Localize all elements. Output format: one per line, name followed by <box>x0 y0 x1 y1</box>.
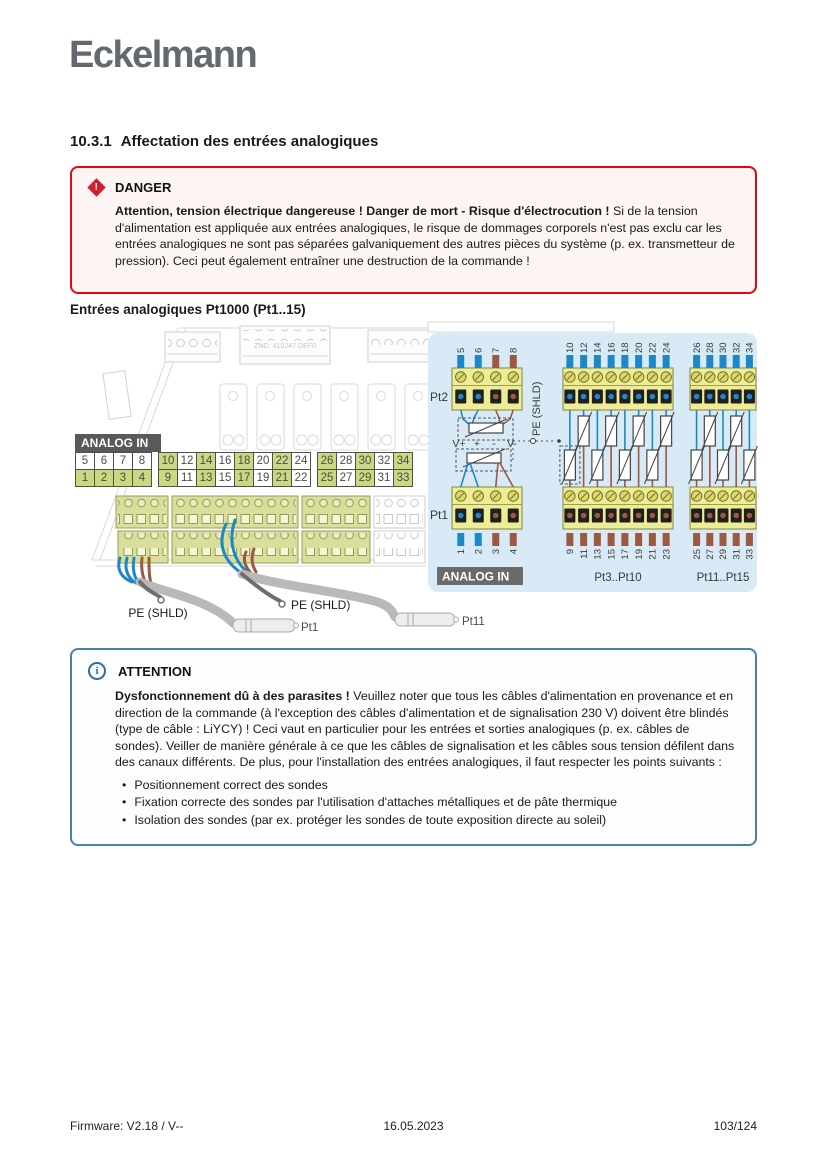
pin-number: 16 <box>606 342 618 353</box>
terminal-number-cell: 11 <box>178 470 197 487</box>
terminal-number-group <box>158 452 311 487</box>
pin-number: 8 <box>508 347 520 353</box>
terminal-number-cell: 3 <box>114 470 133 487</box>
terminal-number-cell: 20 <box>254 453 273 470</box>
analog-in-label: ANALOG IN <box>75 434 161 452</box>
terminal-number-cell: 7 <box>114 453 133 470</box>
pin-number: 10 <box>565 342 577 353</box>
terminal-number-cell: 19 <box>254 470 273 487</box>
pin-number: 31 <box>731 549 743 560</box>
pin-number: 27 <box>705 549 716 560</box>
pe-shield-label: PE (SHLD) <box>291 598 351 612</box>
attention-bullet: • Isolation des sondes (par ex. protéger les sondes de toute exposition directe au soleil) <box>122 812 735 830</box>
terminal-number-group <box>317 452 413 487</box>
terminal-number-cell: 28 <box>337 453 356 470</box>
pin-number: 25 <box>691 549 703 560</box>
figure-title: Entrées analogiques Pt1000 (Pt1..15) <box>70 302 306 317</box>
attention-title-row <box>88 662 739 680</box>
pin-number: 1 <box>455 549 467 555</box>
section-heading <box>70 133 378 150</box>
terminal-number-cell: 5 <box>76 453 95 470</box>
company-logo: Eckelmann <box>69 34 257 76</box>
terminal-number-cell: 15 <box>216 470 235 487</box>
attention-bullet: • Fixation correcte des sondes par l'utilisation d'attaches métalliques et de pâte thermique <box>122 794 735 812</box>
terminal-number-cell: 16 <box>216 453 235 470</box>
danger-notice <box>70 166 757 294</box>
pin-number: 17 <box>620 549 632 560</box>
terminal-number-cell: 13 <box>197 470 216 487</box>
pin-number: 4 <box>508 549 520 555</box>
terminal-number-cell: 33 <box>394 470 413 487</box>
terminal-number-cell: 31 <box>375 470 394 487</box>
pin-number: 3 <box>490 549 502 555</box>
board-part-number: ZNG: 410247 DEF0 <box>254 343 316 350</box>
pin-number: 24 <box>661 342 673 353</box>
terminal-number-cell: 26 <box>318 453 337 470</box>
polarity-label: - <box>492 438 496 450</box>
block-label-pt2: Pt2 <box>429 390 448 404</box>
footer-date: 16.05.2023 <box>383 1119 444 1133</box>
terminal-number-cell: 10 <box>159 453 178 470</box>
attention-notice <box>70 648 757 846</box>
pin-number: 28 <box>705 342 716 353</box>
pin-number: 20 <box>633 342 645 353</box>
analog-inputs-diagram <box>70 320 760 645</box>
terminal-number-cell: 14 <box>197 453 216 470</box>
sensor-label: Pt11 <box>462 616 485 628</box>
pin-number: 2 <box>473 549 485 555</box>
terminal-number-cell: 22 <box>273 453 292 470</box>
footer-firmware: Firmware: V2.18 / V-- <box>70 1119 184 1133</box>
pin-number: 9 <box>565 549 577 555</box>
pin-number: 30 <box>718 342 730 353</box>
pe-shield-label: PE (SHLD) <box>128 606 188 620</box>
terminal-number-cell: 32 <box>375 453 394 470</box>
section-title: Affectation des entrées analogiques <box>120 133 379 150</box>
block-label-pt1: Pt1 <box>429 508 448 522</box>
attention-title: ATTENTION <box>118 663 192 679</box>
pin-number: 14 <box>592 342 604 353</box>
terminal-number-cell: 12 <box>178 453 197 470</box>
terminal-number-cell: 34 <box>394 453 413 470</box>
sensor-label: Pt1 <box>301 622 319 634</box>
pin-number: 15 <box>606 549 618 560</box>
terminal-number-cell: 4 <box>133 470 152 487</box>
analog-in-table <box>75 434 413 487</box>
board-edge-strip <box>428 322 614 332</box>
terminal-number-cell: 8 <box>133 453 152 470</box>
section-number: 10.3.1 <box>70 133 112 150</box>
polarity-label: + <box>473 438 481 450</box>
danger-icon: ! <box>87 178 105 196</box>
polarity-label: V+ <box>452 438 466 450</box>
block-label-pt3-pt10: Pt3..Pt10 <box>594 572 642 584</box>
pin-number: 33 <box>744 549 756 560</box>
terminal-number-cell: 9 <box>159 470 178 487</box>
pin-number: 7 <box>490 347 502 353</box>
pin-number: 18 <box>620 342 632 353</box>
pin-number: 23 <box>661 549 673 560</box>
pin-number: 13 <box>592 549 604 560</box>
page-footer <box>70 1119 757 1133</box>
terminal-number-cell: 29 <box>356 470 375 487</box>
attention-text: Dysfonctionnement dû à des parasites ! Veuillez noter que tous les câbles d'alimentation en provenance et en direction de la commande (à l'exception des câbles d'alimentation et de signalisation 230 V) doivent être blindés (type de câble : LiYCY) ! Ceci vaut en particulier pour les entrées et sorties analogiques (p. ex. câbles de sondes). Veiller de manière générale à ce que les câbles de signalisation et les câbles sous tension défilent dans des canaux différents. De plus, pour l'installation des entrées analogiques, il faut respecter les points suivants : <box>115 689 735 769</box>
terminal-number-cell: 30 <box>356 453 375 470</box>
terminal-number-cell: 25 <box>318 470 337 487</box>
analog-in-badge: ANALOG IN <box>442 569 510 584</box>
pin-number: 6 <box>473 347 485 353</box>
terminal-number-cell: 18 <box>235 453 254 470</box>
terminal-number-cell: 24 <box>292 453 311 470</box>
info-icon: i <box>88 662 106 680</box>
pin-number: 21 <box>647 549 659 560</box>
pin-number: 5 <box>455 347 467 353</box>
attention-bullets <box>122 777 735 830</box>
terminal-number-cell: 17 <box>235 470 254 487</box>
pin-number: 34 <box>744 342 756 353</box>
attention-bullet: • Positionnement correct des sondes <box>122 777 735 795</box>
block-label-pt11-pt15: Pt11..Pt15 <box>696 572 750 584</box>
terminal-number-cell: 1 <box>76 470 95 487</box>
terminal-number-cell: 21 <box>273 470 292 487</box>
polarity-label: V- <box>507 438 517 450</box>
pin-number: 12 <box>578 342 590 353</box>
footer-page-number: 103/124 <box>713 1119 757 1133</box>
pin-number: 26 <box>691 342 703 353</box>
terminal-number-cell: 22 <box>292 470 311 487</box>
pin-number: 19 <box>633 549 645 560</box>
terminal-number-group <box>75 452 152 487</box>
danger-title-row <box>88 180 739 195</box>
terminal-number-cell: 6 <box>95 453 114 470</box>
pin-number: 22 <box>647 342 659 353</box>
pin-number: 11 <box>578 549 590 559</box>
pin-number: 32 <box>731 342 743 353</box>
terminal-number-cell: 27 <box>337 470 356 487</box>
danger-title: DANGER <box>115 180 172 195</box>
pin-number: 29 <box>718 549 730 560</box>
pe-shield-label: PE (SHLD) <box>531 381 543 436</box>
danger-text: Attention, tension électrique dangereuse ! Danger de mort - Risque d'électrocution ! Si de la tension d'alimentation est appliquée aux entrées analogiques, le risque de dommages corporels n'est pas exclu car les entrées analogiques ne sont pas séparées galvaniquement des autres pièces du système (p. ex. transmetteur de pression). Ceci peut également entraîner une destruction de la commande ! <box>115 204 735 268</box>
terminal-number-cell: 2 <box>95 470 114 487</box>
